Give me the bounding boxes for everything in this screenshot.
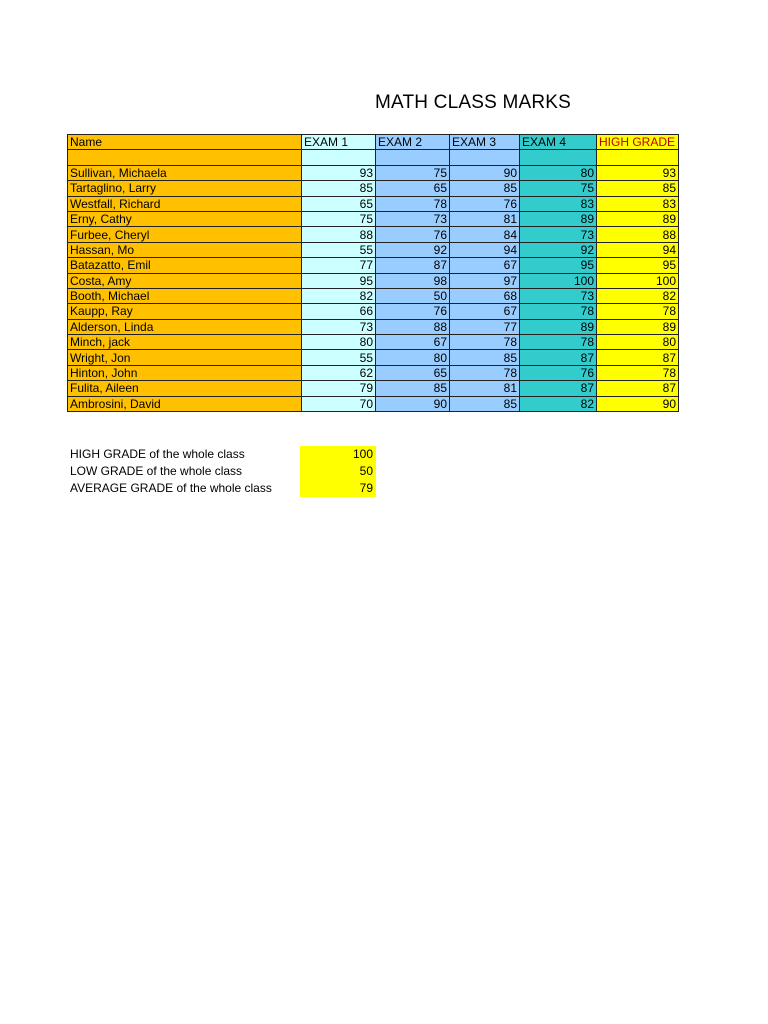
high-grade-cell[interactable]: 93 <box>597 165 679 180</box>
summary-label: HIGH GRADE of the whole class <box>70 447 245 461</box>
high-grade-cell[interactable]: 100 <box>597 273 679 288</box>
exam-2-score-cell[interactable]: 76 <box>376 304 450 319</box>
blank-cell[interactable] <box>68 150 302 165</box>
student-name-cell[interactable]: Furbee, Cheryl <box>68 227 302 242</box>
table-row <box>68 288 679 303</box>
exam-1-score-cell[interactable]: 88 <box>302 227 376 242</box>
high-grade-cell[interactable]: 87 <box>597 350 679 365</box>
exam-1-score-cell[interactable]: 85 <box>302 181 376 196</box>
exam-1-score-cell[interactable]: 82 <box>302 288 376 303</box>
table-row <box>68 350 679 365</box>
blank-cell[interactable] <box>520 150 597 165</box>
table-row <box>68 273 679 288</box>
header-exam-3[interactable]: EXAM 3 <box>450 135 520 150</box>
blank-cell[interactable] <box>302 150 376 165</box>
table-row <box>68 335 679 350</box>
summary-label: AVERAGE GRADE of the whole class <box>70 481 272 495</box>
exam-3-score-cell[interactable]: 85 <box>450 350 520 365</box>
summary-value-cell[interactable]: 50 <box>300 463 376 480</box>
table-row <box>68 258 679 273</box>
exam-4-score-cell[interactable]: 89 <box>520 319 597 334</box>
high-grade-cell[interactable]: 89 <box>597 319 679 334</box>
header-exam-4[interactable]: EXAM 4 <box>520 135 597 150</box>
high-grade-cell[interactable]: 90 <box>597 396 679 411</box>
summary-label: LOW GRADE of the whole class <box>70 464 243 478</box>
exam-4-score-cell[interactable]: 75 <box>520 181 597 196</box>
header-exam-1[interactable]: EXAM 1 <box>302 135 376 150</box>
high-grade-cell[interactable]: 87 <box>597 381 679 396</box>
exam-2-score-cell[interactable]: 80 <box>376 350 450 365</box>
exam-2-score-cell[interactable]: 65 <box>376 365 450 380</box>
exam-2-score-cell[interactable]: 65 <box>376 181 450 196</box>
student-name-cell[interactable]: Wright, Jon <box>68 350 302 365</box>
student-name-cell[interactable]: Tartaglino, Larry <box>68 181 302 196</box>
blank-cell[interactable] <box>597 150 679 165</box>
exam-1-score-cell[interactable]: 73 <box>302 319 376 334</box>
high-grade-cell[interactable]: 95 <box>597 258 679 273</box>
high-grade-cell[interactable]: 88 <box>597 227 679 242</box>
table-row <box>68 242 679 257</box>
table-row <box>68 304 679 319</box>
exam-4-score-cell[interactable]: 73 <box>520 227 597 242</box>
table-row <box>68 365 679 380</box>
student-name-cell[interactable]: Westfall, Richard <box>68 196 302 211</box>
exam-4-score-cell[interactable]: 89 <box>520 211 597 226</box>
exam-4-score-cell[interactable]: 92 <box>520 242 597 257</box>
exam-3-score-cell[interactable]: 67 <box>450 258 520 273</box>
exam-4-score-cell[interactable]: 80 <box>520 165 597 180</box>
exam-1-score-cell[interactable]: 95 <box>302 273 376 288</box>
high-grade-cell[interactable]: 85 <box>597 181 679 196</box>
exam-4-score-cell[interactable]: 87 <box>520 350 597 365</box>
exam-4-score-cell[interactable]: 78 <box>520 335 597 350</box>
high-grade-cell[interactable]: 83 <box>597 196 679 211</box>
exam-1-score-cell[interactable]: 79 <box>302 381 376 396</box>
header-exam-2[interactable]: EXAM 2 <box>376 135 450 150</box>
exam-3-score-cell[interactable]: 68 <box>450 288 520 303</box>
exam-4-score-cell[interactable]: 95 <box>520 258 597 273</box>
exam-4-score-cell[interactable]: 76 <box>520 365 597 380</box>
exam-3-score-cell[interactable]: 81 <box>450 211 520 226</box>
student-name-cell[interactable]: Hinton, John <box>68 365 302 380</box>
exam-2-score-cell[interactable]: 85 <box>376 381 450 396</box>
summary-value-cell[interactable]: 100 <box>300 446 376 463</box>
exam-3-score-cell[interactable]: 94 <box>450 242 520 257</box>
exam-3-score-cell[interactable]: 78 <box>450 335 520 350</box>
exam-2-score-cell[interactable]: 92 <box>376 242 450 257</box>
high-grade-cell[interactable]: 78 <box>597 304 679 319</box>
table-row <box>68 381 679 396</box>
student-name-cell[interactable]: Costa, Amy <box>68 273 302 288</box>
high-grade-cell[interactable]: 78 <box>597 365 679 380</box>
exam-4-score-cell[interactable]: 87 <box>520 381 597 396</box>
exam-3-score-cell[interactable]: 90 <box>450 165 520 180</box>
student-name-cell[interactable]: Fulita, Aileen <box>68 381 302 396</box>
table-row <box>68 396 679 411</box>
header-high-grade[interactable]: HIGH GRADE <box>597 135 679 150</box>
marks-table <box>67 134 679 412</box>
exam-3-score-cell[interactable]: 67 <box>450 304 520 319</box>
exam-2-score-cell[interactable]: 67 <box>376 335 450 350</box>
exam-2-score-cell[interactable]: 50 <box>376 288 450 303</box>
blank-row <box>68 150 679 165</box>
table-row <box>68 181 679 196</box>
exam-3-score-cell[interactable]: 77 <box>450 319 520 334</box>
exam-3-score-cell[interactable]: 81 <box>450 381 520 396</box>
exam-4-score-cell[interactable]: 83 <box>520 196 597 211</box>
student-name-cell[interactable]: Kaupp, Ray <box>68 304 302 319</box>
exam-2-score-cell[interactable]: 87 <box>376 258 450 273</box>
exam-2-score-cell[interactable]: 73 <box>376 211 450 226</box>
exam-4-score-cell[interactable]: 100 <box>520 273 597 288</box>
high-grade-cell[interactable]: 94 <box>597 242 679 257</box>
blank-cell[interactable] <box>376 150 450 165</box>
exam-1-score-cell[interactable]: 80 <box>302 335 376 350</box>
exam-3-score-cell[interactable]: 97 <box>450 273 520 288</box>
exam-3-score-cell[interactable]: 78 <box>450 365 520 380</box>
exam-3-score-cell[interactable]: 85 <box>450 181 520 196</box>
exam-3-score-cell[interactable]: 84 <box>450 227 520 242</box>
exam-2-score-cell[interactable]: 75 <box>376 165 450 180</box>
student-name-cell[interactable]: Alderson, Linda <box>68 319 302 334</box>
exam-1-score-cell[interactable]: 55 <box>302 350 376 365</box>
student-name-cell[interactable]: Sullivan, Michaela <box>68 165 302 180</box>
high-grade-cell[interactable]: 89 <box>597 211 679 226</box>
summary-value-cell[interactable]: 79 <box>300 480 376 497</box>
student-name-cell[interactable]: Booth, Michael <box>68 288 302 303</box>
exam-4-score-cell[interactable]: 78 <box>520 304 597 319</box>
exam-4-score-cell[interactable]: 73 <box>520 288 597 303</box>
exam-1-score-cell[interactable]: 66 <box>302 304 376 319</box>
exam-3-score-cell[interactable]: 85 <box>450 396 520 411</box>
exam-1-score-cell[interactable]: 62 <box>302 365 376 380</box>
exam-4-score-cell[interactable]: 82 <box>520 396 597 411</box>
exam-1-score-cell[interactable]: 75 <box>302 211 376 226</box>
blank-cell[interactable] <box>450 150 520 165</box>
exam-1-score-cell[interactable]: 93 <box>302 165 376 180</box>
high-grade-cell[interactable]: 80 <box>597 335 679 350</box>
header-name[interactable]: Name <box>68 135 302 150</box>
exam-1-score-cell[interactable]: 55 <box>302 242 376 257</box>
exam-2-score-cell[interactable]: 76 <box>376 227 450 242</box>
exam-2-score-cell[interactable]: 78 <box>376 196 450 211</box>
student-name-cell[interactable]: Minch, jack <box>68 335 302 350</box>
exam-2-score-cell[interactable]: 90 <box>376 396 450 411</box>
exam-2-score-cell[interactable]: 88 <box>376 319 450 334</box>
exam-1-score-cell[interactable]: 77 <box>302 258 376 273</box>
student-name-cell[interactable]: Batazatto, Emil <box>68 258 302 273</box>
marks-table-body <box>68 135 679 412</box>
table-row <box>68 227 679 242</box>
high-grade-cell[interactable]: 82 <box>597 288 679 303</box>
student-name-cell[interactable]: Ambrosini, David <box>68 396 302 411</box>
table-row <box>68 211 679 226</box>
table-row <box>68 319 679 334</box>
student-name-cell[interactable]: Hassan, Mo <box>68 242 302 257</box>
exam-2-score-cell[interactable]: 98 <box>376 273 450 288</box>
exam-3-score-cell[interactable]: 76 <box>450 196 520 211</box>
page-title: MATH CLASS MARKS <box>374 92 572 113</box>
exam-1-score-cell[interactable]: 70 <box>302 396 376 411</box>
student-name-cell[interactable]: Erny, Cathy <box>68 211 302 226</box>
header-row <box>68 135 679 150</box>
exam-1-score-cell[interactable]: 65 <box>302 196 376 211</box>
table-row <box>68 196 679 211</box>
table-row <box>68 165 679 180</box>
